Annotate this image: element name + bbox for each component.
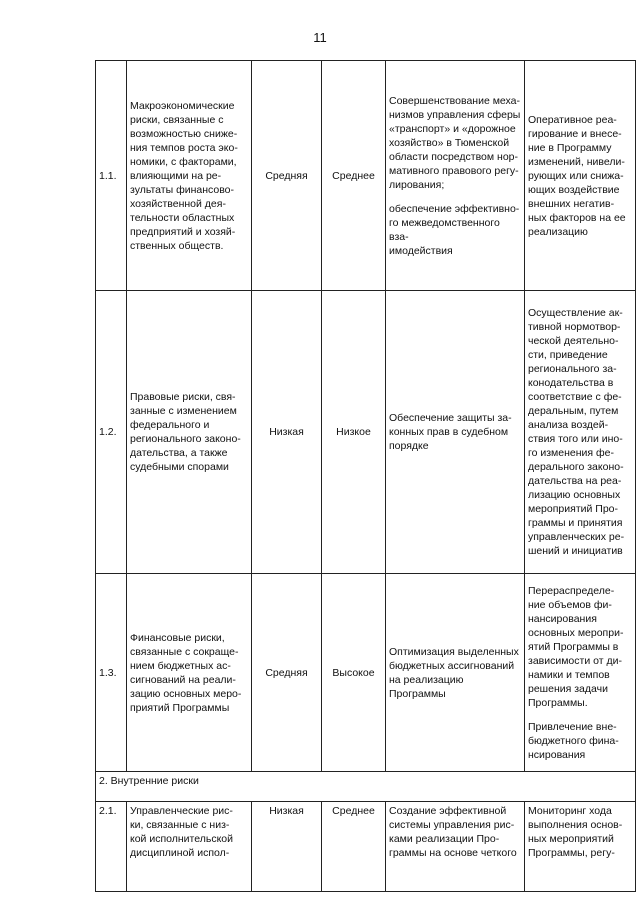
risk-probability: Низкая <box>252 291 322 574</box>
section-heading: 2. Внутренние риски <box>96 772 636 802</box>
risk-impact: Среднее <box>322 61 386 291</box>
risk-description: Финансовые риски, связанные с сокраще- нием бюджетных ас- сигнований на реали- зацию основных меро- приятий Программы <box>127 574 252 772</box>
risk-response <box>525 574 636 772</box>
risk-probability: Средняя <box>252 61 322 291</box>
measures-paragraph: обеспечение эффективно- го межведомственного вза- имодействия <box>389 202 520 257</box>
row-number: 1.1. <box>96 61 127 291</box>
risk-probability: Низкая <box>252 802 322 892</box>
row-number: 1.2. <box>96 291 127 574</box>
risk-measures: Обеспечение защиты за- конных прав в судебном порядке <box>386 291 525 574</box>
risk-description: Управленческие рис- ки, связанные с низ- кой исполнительской дисциплиной испол- <box>127 802 252 892</box>
page-number: 11 <box>313 30 327 45</box>
risk-probability: Средняя <box>252 574 322 772</box>
risk-response: Мониторинг хода выполнения основ- ных мероприятий Программы, регу- <box>525 802 636 892</box>
risk-impact: Среднее <box>322 802 386 892</box>
table-row <box>96 291 636 574</box>
row-number: 2.1. <box>96 802 127 892</box>
risk-measures <box>386 61 525 291</box>
risk-description: Макроэкономические риски, связанные с возможностью сниже- ния темпов роста эко- номики, с факторами, влияющими на ре- зультаты финансово- хозяйственной дея- тельности областных предприятий и хозяй- ственных обществ. <box>127 61 252 291</box>
risk-response: Осуществление ак- тивной нормотвор- ческой деятельно- сти, приведение регионального за- конодательства в соответствие с фе- деральным, путем анализа воздей- ствия того или ино- го изменения фе- дерального законо- дательства на реа- лизацию основных мероприятий Про- граммы и принятия управленческих ре- шений и инициатив <box>525 291 636 574</box>
response-paragraph: Перераспределе- ние объемов фи- нансирования основных меропри- ятий Программы в зависимости от ди- намики и темпов решения задачи Программы. <box>528 584 624 709</box>
risk-measures: Создание эффективной системы управления рис- ками реализации Про- граммы на основе четкого <box>386 802 525 892</box>
table-row <box>96 61 636 291</box>
risk-table <box>95 60 636 892</box>
risk-measures: Оптимизация выделенных бюджетных ассигнований на реализацию Программы <box>386 574 525 772</box>
table-row <box>96 574 636 772</box>
row-number: 1.3. <box>96 574 127 772</box>
risk-response: Оперативное реа- гирование и внесе- ние в Программу изменений, нивели- рующих или снижа- ющих воздействие внешних негатив- ных факторов на ее реализацию <box>525 61 636 291</box>
risk-description: Правовые риски, свя- занные с изменением федерального и регионального законо- дательства, а также судебными спорами <box>127 291 252 574</box>
table-row <box>96 772 636 802</box>
measures-paragraph: Совершенствование меха- низмов управления сферы «транспорт» и «дорожное хозяйство» в Тюменской области посредством нор- мативного правового регу- лирования; <box>389 94 521 191</box>
response-paragraph: Привлечение вне- бюджетного фина- нсирования <box>528 720 619 761</box>
table-row <box>96 802 636 892</box>
risk-impact: Низкое <box>322 291 386 574</box>
risk-impact: Высокое <box>322 574 386 772</box>
